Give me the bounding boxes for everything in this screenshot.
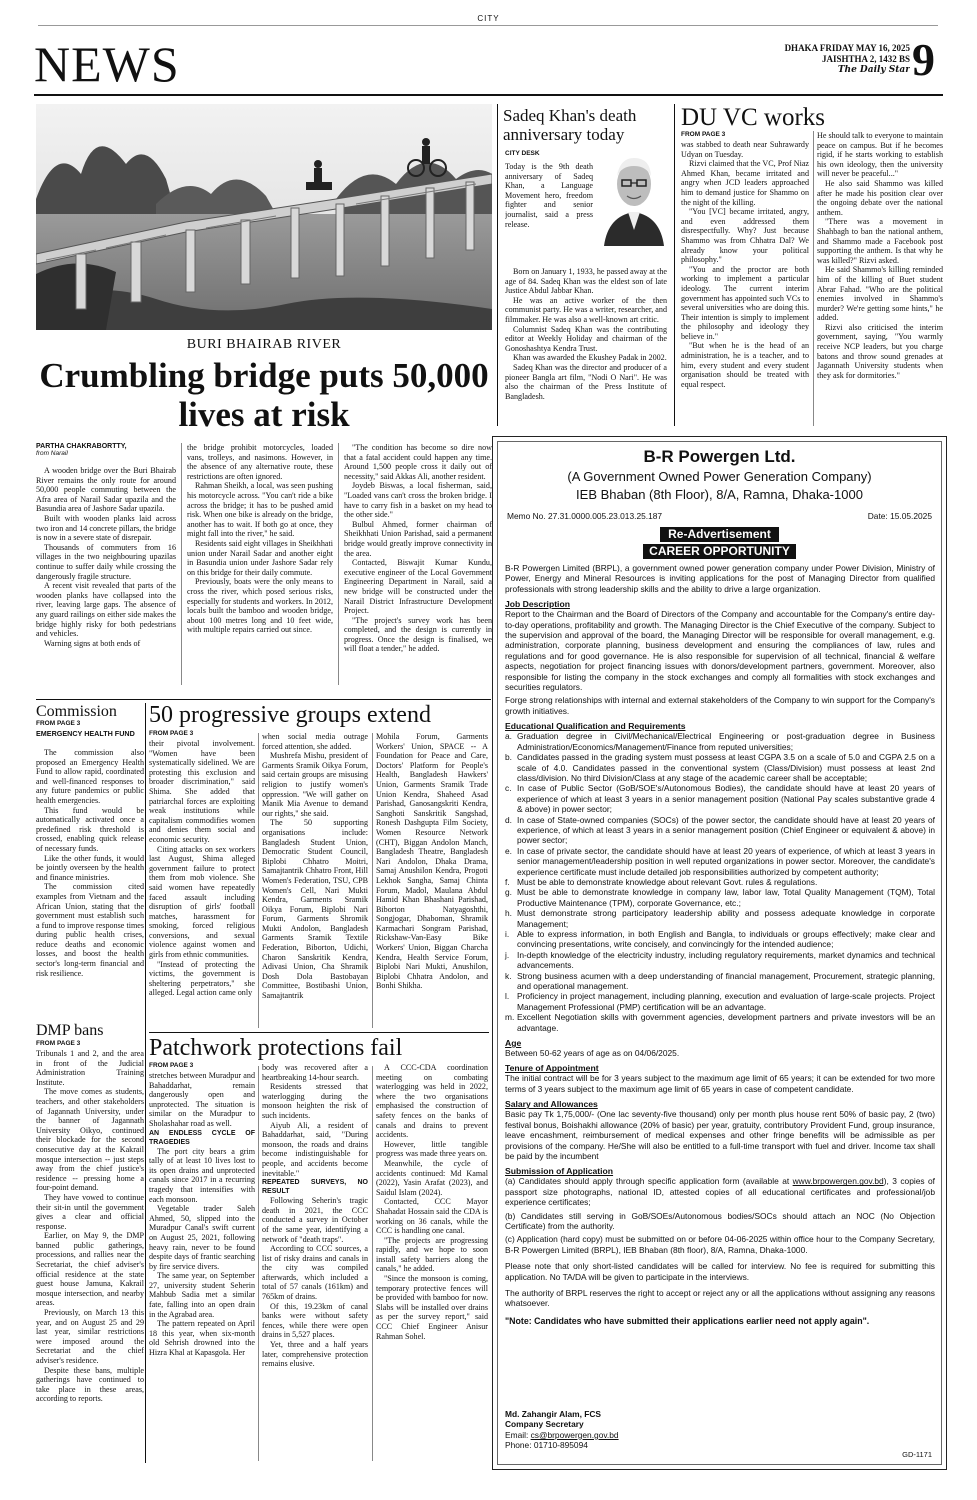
- paragraph: Residents said eight villages in Sheikhhati union under Narail Sadar and another eight in Basundia union under Jashore Sadar rely on this bridge for their daily commute.: [187, 538, 333, 577]
- ad-tagline: (A Government Owned Power Generation Company): [567, 469, 872, 484]
- paper-logo: The Daily Star: [837, 65, 910, 75]
- paragraph: Previously, on March 13 this year, and on August 25 and 29 last year, similar restrictions were imposed around the Secretariat and the chief adviser's residence.: [36, 1308, 144, 1365]
- paragraph: However, little tangible progress was made three years on.: [376, 1139, 488, 1159]
- ad-email-link[interactable]: cs@brpowergen.gov.bd: [530, 1429, 619, 1440]
- list-item: l. Proficiency in project management, including planning, execution and evaluation of large-scale projects. Project Management Professional (PMP) certification will be an advantage.: [505, 991, 935, 1012]
- column-rule: [338, 443, 339, 685]
- paragraph: A wooden bridge over the Buri Bhairab River remains the only route for around 50,000 people commuting between the Afra area of Narail Sadar upazila and the Basundia area of Jashore Sadar upazila.: [36, 466, 176, 514]
- section-label: CITY: [477, 14, 500, 23]
- paragraph: This fund would be automatically activated once a predefined risk threshold is crossed, enabling quick release of necessary funds.: [36, 805, 144, 853]
- list-item: d. In case of State-owned companies (SOCs) of the power sector, the candidate should have at least 20 years of experience, of which at least 3 years in a senior management position (Chief Engineer or equivalent & above) in power sector;: [505, 814, 935, 846]
- ad-intro: B-R Powergen Limited (BRPL), a government owned power generation company under Power Division, Ministry of Power, Energy and Mineral Resources is inviting applications for the post of Managing Director from qualified professionals with strong leadership skills and the ability to drive a large organization.: [505, 563, 935, 594]
- paragraph: Khan was awarded the Ekushey Padak in 2002.: [513, 353, 667, 363]
- paragraph: stretches between Muradpur and Bahaddarhat, remain dangerously open and unprotected. The situation is similar on the Muradpur to Sholashahar road as well.: [149, 1071, 255, 1128]
- list-item: b. Candidates passed in the grading system must possess at least CGPA 3.5 on a scale of 5.0 and CGPA 2.5 on a scale of 4.0. Candidates passed in the conventional system (Class/Division) must possess at least 2nd class/division. No third Division/Class at any stage of the academic career shall be acceptable;: [505, 752, 935, 783]
- paragraph: Citing attacks on sex workers last August, Shima alleged government failure to protect them from mob violence. She said women have repeatedly faced assault including disruption of girls' football matches, harassment for smoking, forced religious conversions, and sexual violence against women and girls from ethnic communities.: [149, 844, 255, 960]
- duvc-column-2: [817, 131, 943, 426]
- paragraph: Earlier, on May 9, the DMP banned public gatherings, processions, and rallies near the Secretariat, the chief adviser's official residence at the state guest house Jamuna, Kakrail mosque intersection, and nearby areas.: [36, 1231, 144, 1308]
- ad-website-link[interactable]: www.brpowergen.gov.bd: [792, 1176, 884, 1187]
- ad-tenure: The initial contract will be for 3 years subject to the maximum age limit of 65 years; it can be extended for two more terms of 3 years subject to the maximum age limit of 65 years in case of competent candidate.: [505, 1073, 935, 1094]
- paragraph: Joydeb Biswas, a local fisherman, said, "Loaded vans can't cross the broken bridge. I have to carry fish in a basket on my head to the other side.": [344, 481, 492, 520]
- ad-address: IEB Bhaban (8th Floor), 8/A, Ramna, Dhaka-1000: [576, 487, 863, 502]
- advertisement-box: [492, 436, 947, 1470]
- paragraph: He said Shammo's killing reminded him of the killing of Buet student Abrar Fahad. "Who are the political enemies involved in Shammo's murder? We're getting some hints," he added.: [817, 265, 943, 323]
- ad-content: [505, 563, 935, 1326]
- paragraph: Contacted, CCC Mayor Shahadat Hossain said the CDA is working on 36 canals, while the CCC is handling one canal.: [376, 1197, 488, 1236]
- column-rule: [372, 1066, 373, 1461]
- paragraph: The pattern repeated on April 18 this year, when six-month old Sehrish drowned into the Hizra Khal at Kapasgola. Her: [149, 1319, 255, 1358]
- ad-sign-name: Md. Zahangir Alam, FCS: [505, 1409, 602, 1419]
- groups-column-3: [376, 732, 488, 1028]
- patchwork-from: FROM PAGE 3: [149, 1062, 194, 1069]
- patchwork-subhead-1: AN ENDLESS CYCLE OF TRAGEDIES: [149, 1129, 255, 1146]
- list-item: g. Must be able to demonstrate knowledge in company law, labor law, Total Quality Management (TQM), Total Productive Maintenance (TPM), corporate Governance, etc.;: [505, 887, 935, 908]
- paragraph: Built with wooden planks laid across two iron and 14 concrete pillars, the bridge is now in a severe state of disrepair.: [36, 513, 176, 543]
- masthead-rule: [34, 94, 943, 96]
- ad-phone: Phone: 01710-895094: [505, 1440, 588, 1451]
- column-rule: [145, 703, 146, 1463]
- patchwork-column-2: [262, 1063, 368, 1463]
- sadeq-khan-portrait: [600, 146, 668, 246]
- commission-from: FROM PAGE 3: [36, 720, 81, 727]
- lead-column-1: [36, 466, 176, 686]
- paragraph: Rizvi claimed that the VC, Prof Niaz Ahmed Khan, became irritated and angry when JCD leaders approached him to demand justice for Shammo on the night of the killing.: [681, 159, 809, 207]
- duvc-headline: DU VC works: [681, 104, 825, 131]
- paragraph: Previously, boats were the only means to cross the river, which posed serious risks, especially for students and workers. In 2012, locals built the bamboo and wooden bridge, about 100 metres long and 10 feet wide, with multiple repairs carried out since.: [187, 577, 333, 635]
- groups-from: FROM PAGE 3: [149, 730, 194, 737]
- dateline-date: DHAKA FRIDAY MAY 16, 2025: [784, 43, 910, 53]
- paragraph: Mohila Forum, Garments Workers' Union, SPACE -- A Foundation for Peace and Care, Doctors' Platform for People's Health, Bangladesh Hawkers' Union, Garments Sramik Trade Union Kendra, Shaheed Asad Parishad, Ganosangskriti Kendra, Sanghoti Sanskritik Sangshad, Ronesh Dashgupta Film Society, Women Resource Network (CHT), Biggan Andolon Manch, Bangladesh Theatre, Bangladesh Nari Andolon, Dhaka Drama, Samaj Anushilon Kendra, Progoti Lekhok Sangha, Samaj Chinta Forum, Madol, Maulana Abdul Hamid Khan Bhashani Parishad, Biborton Natyagoshthi, Songjogar, Dhaboman, Shramik Karmachari Songram Parishad, Rickshaw-Van-Easy Bike Workers' Union, Biggan Charcha Kendra, Health Service Forum, Biplobi Nari Mukti, Anushilon, Biplobi Chhatra Andolon, and Bonhi Shikha.: [376, 732, 488, 991]
- patchwork-column-1: [149, 1071, 255, 1463]
- sadeq-headline: Sadeq Khan's death anniversary today: [503, 106, 637, 144]
- paragraph: "The condition has become so dire now that a fatal accident could happen any time. Around 1,500 people cross it daily out of necessity," said Akkas Ali, another resident.: [344, 443, 492, 481]
- list-item: i. Able to express information, in both English and Bangla, to individuals or groups effectively; make clear and convincing presentations, write concisely, and convincingly for the intended audience;: [505, 929, 935, 950]
- ad-sign-title: Company Secretary: [505, 1419, 584, 1430]
- ad-job-description-title: Job Description: [505, 599, 570, 610]
- paragraph: Following Seherin's tragic death in 2021, the CCC conducted a survey in October of the same year, identifying a network of "death traps".: [262, 1196, 368, 1244]
- dmp-from: FROM PAGE 3: [36, 1040, 81, 1047]
- sadeq-body: [505, 267, 667, 417]
- ad-note-3: "Note: Candidates who have submitted their applications earlier need not apply again".: [505, 1315, 870, 1326]
- paragraph: Warning signs at both ends of: [44, 638, 141, 648]
- paragraph: Vegetable trader Saleh Ahmed, 50, slipped into the Muradpur Canal's swift current on August 25, 2021, following heavy rain, never to be found despite days of frantic searching by fire service divers.: [149, 1204, 255, 1271]
- paragraph: He was an active worker of the then communist party. He was a writer, researcher, and filmmaker. He was also a well-known art critic.: [505, 295, 667, 324]
- ad-age-title: Age: [505, 1038, 522, 1049]
- paragraph: Contacted, Biswajit Kumar Kundu, executive engineer of the Local Government Engineering Department in Narail, said a new bridge will be constructed under the Narail District Infrastructure Development Project.: [344, 558, 492, 616]
- ad-code: GD-1171: [902, 1450, 932, 1459]
- paragraph: Aiyub Ali, a resident of Bahaddarhat, said, "During monsoon, the roads and drains become indistinguishable for people, and accidents become inevitable.": [262, 1120, 368, 1178]
- paragraph: "The projects are progressing rapidly, and we hope to soon install safety barriers along the canals," he added.: [376, 1235, 488, 1274]
- column-rule: [674, 104, 675, 426]
- dmp-body: [36, 1049, 144, 1459]
- paragraph: Rizvi also criticised the interim government, saying, "You warmly receive NCP leaders, but you charge batons and throw sound grenades at Jagannath University students when they ask for dormitories.": [817, 322, 943, 380]
- paragraph: Sadeq Khan was the director and producer of a pioneer Bangla art film, "Nodi O Nari". He was also the chairman of the Press Institute of Bangladesh.: [505, 362, 667, 401]
- paragraph: Yet, three and a half years later, comprehensive protection remains elusive.: [262, 1340, 368, 1369]
- lead-kicker: BURI BHAIRAB RIVER: [186, 337, 342, 352]
- ad-readvertisement-banner: Re-Advertisement: [660, 527, 779, 542]
- paragraph: their pivotal involvement. "Women have been systematically sidelined. We are protesting this exclusion and broader discrimination," said Shima. She added that patriarchal forces are exploiting weak institutions while capitalism commodifies women and denies them social and economic security.: [149, 739, 255, 844]
- list-item: e. In case of private sector, the candidate should have at least 20 years of experience, of which at least 3 years in senior management/leadership position in well reputed organizations in power sector. Moreover, the candidate's experience certificate must include detailed job responsibilities authorized by competent authority;: [505, 845, 935, 877]
- paragraph: Columnist Sadeq Khan was the contributing editor at Weekly Holiday and chairman of the Gonoshashtya Kendra Trust.: [505, 324, 667, 353]
- paragraph: Residents stressed that waterlogging during the monsoon heighten the risk of such incidents.: [262, 1082, 368, 1120]
- duvc-column-1: [681, 140, 809, 426]
- paragraph: "There was a movement in Shahbagh to ban the national anthem, and Shammo made a Facebook post supporting the anthem. Is that why he was killed?" Rizvi asked.: [817, 217, 943, 265]
- ad-submission-title: Submission of Application: [505, 1166, 614, 1177]
- commission-body: [36, 748, 144, 1020]
- paragraph: Thousands of commuters from 16 villages in the two neighbouring upazilas continue to suffer daily while crossing the dangerously fragile structure.: [36, 542, 176, 581]
- paragraph: He should talk to everyone to maintain peace on campus. But if he becomes rigid, if he starts working to establish his own ideology, then the university will never be peaceful...": [817, 131, 943, 179]
- list-item: k. Strong business acumen with a deep understanding of financial management, Procurement, strategic planning, and operational management.: [505, 970, 935, 992]
- paragraph: He also said Shammo was killed after he made his position clear over the ongoing debate over the national anthem.: [817, 178, 943, 217]
- paragraph: A recent visit revealed that parts of the wooden planks have collapsed into the river, leaving large gaps. The absence of any guard railings on either side makes the bridge highly risky for both pedestrians and vehicles.: [36, 581, 176, 639]
- paragraph: Of this, 19.23km of canal banks were without safety fences, while there were open drains in 5,527 places.: [262, 1301, 368, 1340]
- paragraph: The port city bears a grim tally of at least 10 lives lost to its open drains and unprotected canals since 2017 in a recurring tragedy that intensifies with each monsoon.: [149, 1146, 255, 1204]
- sadeq-desk: CITY DESK: [505, 150, 540, 157]
- dateline-bangla: JAISHTHA 2, 1432 BS: [821, 54, 910, 64]
- paragraph: A CCC-CDA coordination meeting on combating waterlogging was held in 2022, where the two organisations emphasised the construction of safety fences on the banks of canals and drains to prevent accidents.: [376, 1063, 488, 1140]
- paragraph: The 50 supporting organisations include: Bangladesh Student Union, Democratic Student Council, Biplobi Chhatro Moitri, Samajtantrik Chhatro Front, Hill Women's Federation, TSU, CPB Women's Cell, Nari Mukti Kendra, Garments Sramik Oikya Forum, Biplobi Nari Forum, Garments Shromik Mukti Andolon, Bangladesh Garments Sramik Textile Federation, Biborton, Udichi, Charon Sanskritik Kendra, Adivasi Union, Cha Shramik Dosh Dola Bastobayan Committee, Bostibashi Union, Samajtantrik: [262, 818, 368, 1001]
- ad-education-title: Educational Qualification and Requirements: [505, 721, 686, 732]
- paragraph: body was recovered after a heartbreaking 14-hour search.: [262, 1063, 368, 1082]
- section-rule: [36, 699, 491, 700]
- ad-date: Date: 15.05.2025: [867, 511, 932, 521]
- ad-tenure-title: Tenure of Appointment: [505, 1063, 599, 1074]
- ad-memo: Memo No. 27.31.0000.005.23.013.25.187: [507, 511, 663, 521]
- section-rule: [149, 1032, 489, 1033]
- commission-headline: Commission: [36, 703, 117, 720]
- list-item: j. In-depth knowledge of the electricity industry, including regulatory requirements, market dynamics and technical advancements.: [505, 949, 935, 971]
- ad-submission-c: (c) Application (hard copy) must be submitted on or before 04-06-2025 within office hour to the Company Secretary, B-R Powergen Limited (BRPL), IEB Bhaban (8th floor), 8/A, Ramna, Dhaka-1000.: [505, 1234, 935, 1255]
- column-rule: [372, 733, 373, 1028]
- sadeq-intro: Today is the 9th death anniversary of Sadeq Khan, a Language Movement hero, freedom fighter and senior journalist, said a press release.: [505, 162, 593, 229]
- list-item: f. Must be able to demonstrate knowledge about relevant Govt. rules & regulations.: [505, 876, 818, 887]
- paragraph: Tribunals 1 and 2, and the area in front of the Judicial Administration Training Institute.: [36, 1049, 144, 1087]
- paragraph: "Instead of protecting the victims, the government is sheltering perpetrators," she alleged. Legal action came only: [149, 959, 255, 998]
- paragraph: According to CCC sources, a list of risky drains and canals in the city was compiled afterwards, which included a total of 57 canals (161km) and 765km of drains.: [262, 1244, 368, 1302]
- paragraph: Born on January 1, 1933, he passed away at the age of 84. Sadeq Khan was the eldest son of late Justice Abdul Jabbar Khan.: [505, 267, 667, 296]
- ad-salary: Basic pay Tk 1,75,000/- (One lac seventy-five thousand) only per month plus house rent 50% of basic pay, 2 (two) festival bonus, Boishakhi allowance (20% of basic) per year, gratuity, contributory Provident Fund, group insurance, leave encashment, reimbursement of medical expenses and other fringe benefits will be admissible as per provisions of the company. He/She will also be entitled to a full-time transport with fuel and driver. Income tax shall be paid by the incumbent: [505, 1109, 935, 1161]
- paragraph: Despite these bans, multiple gatherings have continued to take place in these areas, according to reports.: [36, 1365, 144, 1404]
- column-rule: [258, 1066, 259, 1461]
- paragraph: Bulbul Ahmed, former chairman of Sheikhhati Union Parishad, said a permanent bridge would greatly improve connectivity in the area.: [344, 519, 492, 558]
- dmp-headline: DMP bans: [36, 1022, 104, 1039]
- ad-education-list: [505, 731, 935, 1033]
- commission-subhead: EMERGENCY HEALTH FUND: [36, 729, 135, 738]
- column-rule: [497, 104, 498, 426]
- list-item: h. Must demonstrate strong participatory leadership ability and possess adequate knowledge in corporate Management;: [505, 908, 935, 929]
- list-item: c. In case of Public Sector (GoB/SOE's/Autonomous Bodies), the candidate should have at least 20 years of experience of which at least 3 years in a senior management position (National Pay scales substantive grade 4 & above) in power sector;: [505, 783, 935, 815]
- lead-column-2: [187, 443, 333, 686]
- paragraph: Like the other funds, it would be jointly overseen by the health and finance ministries.: [36, 853, 144, 882]
- ad-submission-a: (a) Candidates should apply through specific application form (available at www.brpowergen.gov.bd), 3 copies of passport size photographs, national ID, attested copies of all educational certificates and professional/job experience certificates;: [505, 1176, 935, 1208]
- paragraph: "The project's survey work has been completed, and the design is currently in progress. Once the design is finalised, we will float a tender," he added.: [344, 615, 492, 654]
- list-item: a. Graduation degree in Civil/Mechanical/Electrical Engineering or post-graduation degree in Business Administration/Economics/Management/Finance from reputed universities;: [505, 731, 935, 752]
- dateline: [720, 43, 910, 76]
- paragraph: "Since the monsoon is coming, temporary protective fences will be provided with bamboo for now. Slabs will be installed over drains as per the survey report," said CCC Chief Engineer Anisur Rahman Sohel.: [376, 1274, 488, 1341]
- groups-column-2: [262, 732, 368, 1028]
- paragraph: The same year, on September 27, university student Seherin Mahbub Sadia met a similar fate, falling into an open drain in the Agrabad area.: [149, 1271, 255, 1319]
- list-item: m. Excellent Negotiation skills with government agencies, development partners and private investors will be an advantage.: [505, 1012, 935, 1033]
- portrait-illustration: [600, 146, 668, 246]
- ad-career-banner: CAREER OPPORTUNITY: [643, 544, 796, 559]
- section-title: NEWS: [34, 38, 180, 90]
- ad-job-description: Report to the Chairman and the Board of Directors of the Company and accountable for the Company's entire day-to-day operations, profitability and growth. The Managing Director is the Chief Executive of the company. Subject to the supervision and approval of the board, the Managing Director will be responsible for overall management, e.g. administration, corporate planning, business development and ensuring the compliances of law, rules and regulations and for good governance. He is also responsible for supervision of all technical, financial & welfare aspects, negotiation for project financing issues with donors/development partners, government. Moreover, also responsible for listing the company in the stock exchanges and comply all formalities with stock exchanges and securities regulators.: [505, 609, 935, 693]
- groups-headline: 50 progressive groups extend: [149, 702, 431, 728]
- paragraph: "You and the proctor are both working to implement a particular ideology. The current interim government has appointed such VCs to several universities who are doing this. Their intention is simply to implement the philosophy and ideology they believe in.": [681, 264, 809, 341]
- paragraph: The commission cited examples from Vietnam and the African Union, stating that the government must establish such a fund to improve response times during public health crises, reduce deaths and economic losses, and boost the health sector's long-term financial and risk resilience.: [36, 882, 144, 978]
- patchwork-column-3: [376, 1063, 488, 1463]
- ad-note-1: Please note that only short-listed candidates will be called for interview. No fee is required for submitting this application. No TA/DA will be given to participate in the interviews.: [505, 1261, 935, 1282]
- patchwork-headline: Patchwork protections fail: [149, 1035, 403, 1061]
- page-number: 9: [912, 36, 935, 84]
- paragraph: The move comes as students, teachers, and other stakeholders of Jagannath University, under the banner of Jagannath University Oikyo, continued their blockade for the second consecutive day at the Kakrail mosque intersection -- just steps away from the chief justice's residence -- pressing home a four-point demand.: [36, 1087, 144, 1193]
- column-rule: [813, 131, 814, 426]
- paragraph: was stabbed to death near Suhrawardy Udyan on Tuesday.: [681, 140, 809, 159]
- lead-dateline: from Narail: [36, 450, 68, 457]
- patchwork-subhead-2: REPEATED SURVEYS, NO RESULT: [262, 1179, 368, 1196]
- ad-age: Between 50-62 years of age as on 04/06/2025.: [505, 1048, 680, 1059]
- duvc-from: FROM PAGE 3: [681, 131, 726, 138]
- paragraph: Mushrefa Mishu, president of Garments Sramik Oikya Forum, said certain groups are misusing religion to justify women's oppression. "We will gather on Manik Mia Avenue to demand our rights," she said.: [262, 751, 368, 818]
- ad-signature: [505, 1409, 619, 1451]
- paragraph: when social media outrage forced attention, she added.: [262, 732, 368, 751]
- paragraph: Meanwhile, the cycle of accidents continued: Md Kamal (2022), Yasin Arafat (2023), and Saidul Islam (2024).: [376, 1158, 488, 1197]
- ad-email-line: Email: cs@brpowergen.gov.bd: [505, 1429, 619, 1440]
- paragraph: The commission also proposed an Emergency Health Fund to allow rapid, coordinated and well-financed responses to any future pandemics or public health emergencies.: [36, 748, 144, 805]
- paragraph: "But when he is the head of an administration, he is a teacher, and to him, every student and every student organisation should be treated with equal respect.: [681, 341, 809, 389]
- bridge-photo: [36, 104, 492, 330]
- ad-submission-b: (b) Candidates still serving in GoB/SOEs/Autonomous bodies/SOCs should attach an NOC (No Objection Certificate) from the authority.: [505, 1210, 935, 1231]
- paragraph: "You [VC] became irritated, angry, and even addressed them disrespectfully. Why? Just because Shammo was from Chhatra Dal? We already know your political philosophy.": [681, 207, 809, 265]
- paragraph: Rahman Sheikh, a local, was seen pushing his motorcycle across. "You can't ride a bike across the bridge; it has to be pushed amid risk. When one bike is already on the bridge, another has to wait. If both go at once, they might fall into the river," he said.: [187, 481, 333, 539]
- top-rule: [38, 25, 938, 26]
- column-rule: [258, 733, 259, 1028]
- groups-column-1: [149, 739, 255, 1029]
- ad-job-description-2: Forge strong relationships with internal and external stakeholders of the Company to win support for the Company's growth initiatives.: [505, 695, 935, 716]
- lead-column-3: [344, 443, 492, 686]
- lead-byline: [36, 443, 176, 457]
- bridge-photo-illustration: [36, 104, 492, 330]
- lead-author: PARTHA CHAKRABORTTY,: [36, 443, 127, 450]
- lead-headline: Crumbling bridge puts 50,000 lives at risk: [39, 356, 489, 434]
- ad-note-2: The authority of BRPL reserves the right to accept or reject any or all the applications without assigning any reasons whatsoever.: [505, 1287, 935, 1309]
- ad-company: B-R Powergen Ltd.: [643, 447, 796, 466]
- column-rule: [181, 443, 182, 685]
- ad-salary-title: Salary and Allowances: [505, 1099, 598, 1110]
- paragraph: They have vowed to continue their sit-in until the government gives a clear and official response.: [36, 1192, 144, 1231]
- paragraph: the bridge prohibit motorcycles, loaded vans, trolleys, and nasimons. However, in the absence of any alternative route, these restrictions are often ignored.: [187, 443, 333, 481]
